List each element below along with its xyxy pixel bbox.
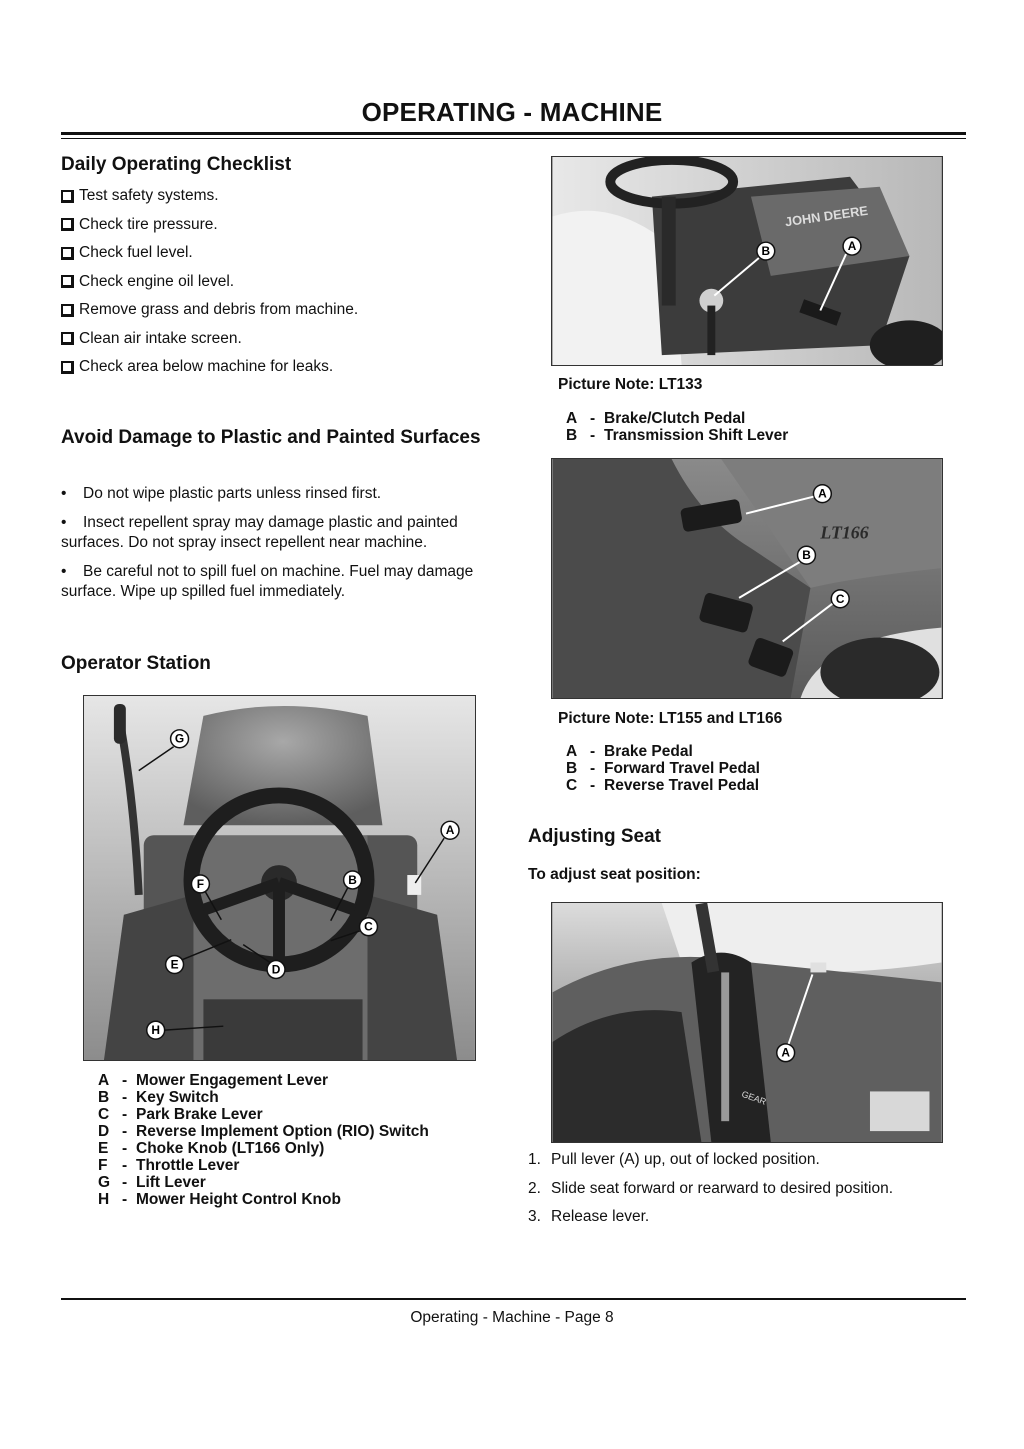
operator-station-photo [83, 695, 476, 1061]
checklist-heading: Daily Operating Checklist [61, 154, 292, 175]
callout-a: A [445, 823, 455, 838]
callout-a: A [818, 486, 827, 501]
callout-e: E [170, 957, 179, 972]
list-item: 3. Release lever. [528, 1208, 650, 1225]
legend-item: H - Mower Height Control Knob [98, 1191, 341, 1208]
legend-item: F - Throttle Lever [98, 1157, 240, 1174]
callout-c: C [364, 919, 373, 934]
list-item: 1. Pull lever (A) up, out of locked position. [528, 1151, 820, 1168]
checkbox-icon [61, 304, 74, 317]
adjusting-seat-steps [528, 1150, 893, 1236]
operator-station-heading: Operator Station [61, 653, 211, 674]
callout-d: D [271, 962, 281, 977]
callout-b: B [348, 872, 357, 887]
list-item: • Do not wipe plastic parts unless rinsed first. [61, 485, 382, 502]
callout-g: G [174, 731, 185, 746]
callout-b: B [761, 244, 771, 259]
checkbox-icon [61, 190, 74, 203]
legend-item: B - Transmission Shift Lever [566, 427, 789, 444]
callout-a: A [781, 1045, 790, 1060]
lt155-illustration [552, 459, 942, 698]
legend-item: A - Brake Pedal [566, 743, 693, 760]
page-footer: Operating - Machine - Page 8 [410, 1309, 614, 1326]
checklist-item: Remove grass and debris from machine. [61, 296, 358, 325]
lt133-photo [551, 156, 943, 366]
callout-h: H [151, 1023, 160, 1038]
callout-a: A [847, 239, 857, 254]
checklist-item: Check fuel level. [61, 239, 358, 268]
adjusting-seat-photo [551, 902, 943, 1143]
adjusting-seat-heading: Adjusting Seat [528, 826, 662, 847]
lt155-photo [551, 458, 943, 699]
operator-station-illustration [84, 696, 475, 1060]
lt155-picture-note: Picture Note: LT155 and LT166 [558, 710, 783, 727]
legend-item: A - Mower Engagement Lever [98, 1072, 329, 1089]
checklist-item: Test safety systems. [61, 182, 358, 211]
list-item: 2. Slide seat forward or rearward to desired position. [528, 1179, 894, 1197]
daily-checklist [61, 182, 358, 382]
checkbox-icon [61, 332, 74, 345]
callout-b: B [802, 548, 811, 563]
list-item: • Insect repellent spray may damage plastic and painted surfaces. Do not spray insect repellent near machine. [61, 513, 458, 551]
checklist-item: Check area below machine for leaks. [61, 353, 358, 382]
avoid-damage-list [61, 484, 501, 611]
checklist-item: Check tire pressure. [61, 211, 358, 240]
operator-station-legend [98, 1072, 429, 1208]
list-item: • Be careful not to spill fuel on machine. Fuel may damage surface. Wipe up spilled fuel immediately. [61, 562, 474, 600]
legend-item: C - Park Brake Lever [98, 1106, 263, 1123]
avoid-damage-heading: Avoid Damage to Plastic and Painted Surfaces [61, 427, 481, 448]
lt133-illustration [552, 157, 942, 365]
legend-item: C - Reverse Travel Pedal [566, 777, 760, 794]
page-title: OPERATING - MACHINE [361, 97, 663, 127]
checkbox-icon [61, 218, 74, 231]
lt133-legend [566, 410, 788, 444]
header-rule-thin [61, 138, 966, 139]
photo-gear-label: GEAR [740, 1088, 768, 1107]
legend-item: B - Key Switch [98, 1089, 219, 1106]
legend-item: A - Brake/Clutch Pedal [566, 410, 746, 427]
photo-badge-text: LT166 [820, 522, 869, 543]
checklist-item: Clean air intake screen. [61, 325, 358, 354]
adjusting-seat-subheading: To adjust seat position: [528, 866, 701, 883]
checkbox-icon [61, 247, 74, 260]
legend-item: E - Choke Knob (LT166 Only) [98, 1140, 325, 1157]
legend-item: D - Reverse Implement Option (RIO) Switch [98, 1123, 429, 1140]
checklist-item: Check engine oil level. [61, 268, 358, 297]
legend-item: B - Forward Travel Pedal [566, 760, 760, 777]
checkbox-icon [61, 361, 74, 374]
lt155-legend [566, 743, 760, 794]
adjusting-seat-illustration [552, 903, 942, 1142]
lt133-picture-note: Picture Note: LT133 [558, 376, 703, 393]
footer-rule [61, 1298, 966, 1300]
checkbox-icon [61, 275, 74, 288]
header-rule-thick [61, 132, 966, 135]
photo-brand-text: JOHN DEERE [783, 202, 869, 230]
callout-c: C [835, 591, 845, 606]
legend-item: G - Lift Lever [98, 1174, 206, 1191]
callout-f: F [196, 876, 205, 891]
